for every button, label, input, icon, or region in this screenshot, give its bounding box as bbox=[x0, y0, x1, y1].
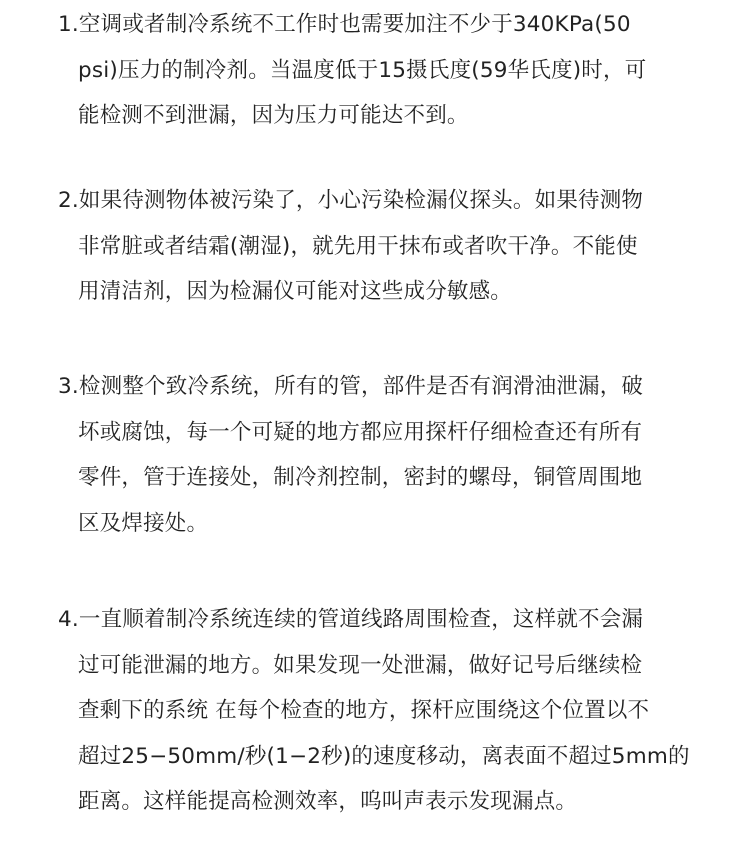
instruction-item-4 bbox=[58, 597, 708, 825]
item-1-line-3: 能检测不到泄漏，因为压力可能达不到。 bbox=[78, 103, 469, 128]
item-4-line-4: 超过25−50mm/秒(1−2秒)的速度移动，离表面不超过5mm的 bbox=[78, 743, 690, 769]
item-2-line-3: 用清洁剂，因为检漏仪可能对这些成分敏感。 bbox=[78, 279, 513, 304]
item-2-line-1: 2.如果待测物体被污染了，小心污染检漏仪探头。如果待测物 bbox=[58, 188, 644, 213]
instruction-item-3 bbox=[58, 364, 708, 546]
item-3-line-4: 区及焊接处。 bbox=[78, 510, 209, 536]
item-4-line-5: 距离。这样能提高检测效率，呜叫声表示发现漏点。 bbox=[78, 789, 578, 814]
item-2-line-2: 非常脏或者结霜(潮湿)，就先用干抹布或者吹干净。不能使 bbox=[78, 233, 638, 259]
item-1-line-2: psi)压力的制冷剂。当温度低于15摄氏度(59华氏度)时，可 bbox=[78, 57, 647, 83]
item-3-line-3: 零件，管于连接处，制冷剂控制，密封的螺母，铜管周围地 bbox=[78, 465, 643, 490]
instruction-item-1 bbox=[58, 2, 708, 139]
item-3-line-1: 3.检测整个致冷系统，所有的管，部件是否有润滑油泄漏，破 bbox=[58, 374, 644, 399]
item-3-line-2: 坏或腐蚀，每一个可疑的地方都应用探杆仔细检查还有所有 bbox=[78, 419, 643, 445]
item-4-line-3: 查剩下的系统 在每个检查的地方，探杆应围绕这个位置以不 bbox=[78, 698, 650, 723]
item-4-line-1: 4.一直顺着制冷系统连续的管道线路周围检查，这样就不会漏 bbox=[58, 607, 644, 632]
instruction-item-2 bbox=[58, 178, 708, 315]
item-4-line-2: 过可能泄漏的地方。如果发现一处泄漏，做好记号后继续检 bbox=[78, 652, 643, 678]
item-1-line-1: 1.空调或者制冷系统不工作时也需要加注不少于340KPa(50 bbox=[58, 12, 631, 37]
